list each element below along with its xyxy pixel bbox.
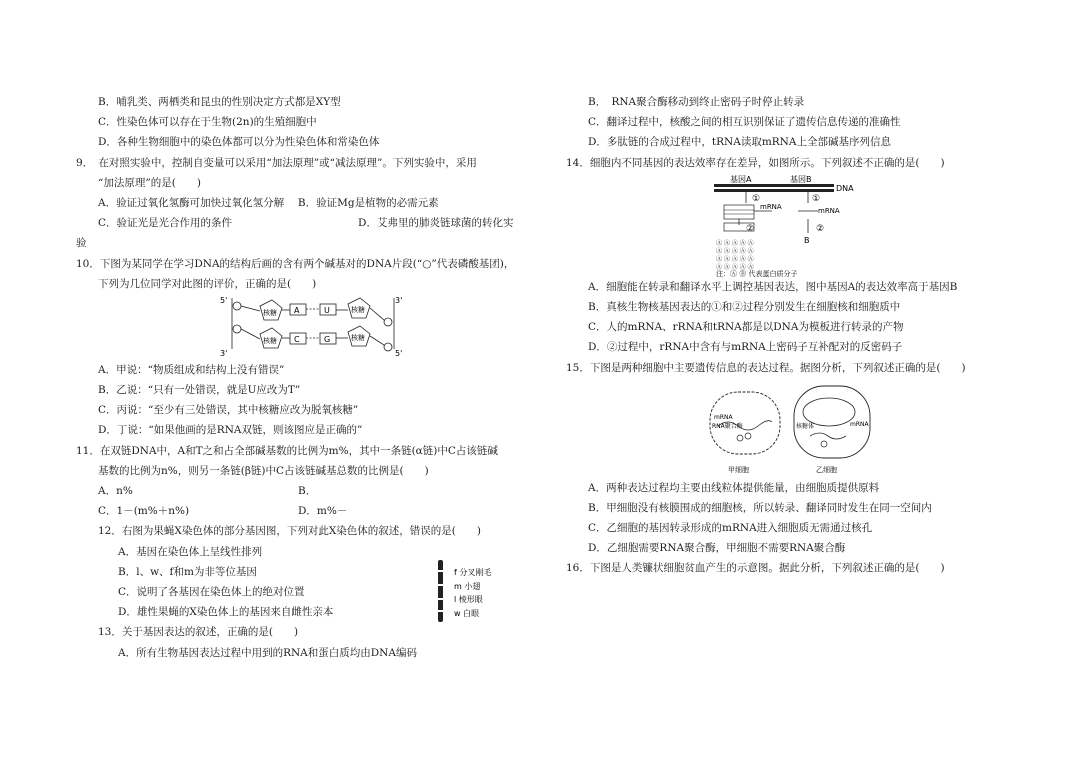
text-line-q9: 9． 在对照实验中，控制自变量可以采用“加法原理”或“减法原理”。下列实验中，采用 [76,156,477,169]
svg-text:Ⓐ Ⓐ Ⓐ Ⓐ Ⓐ: Ⓐ Ⓐ Ⓐ Ⓐ Ⓐ [716,255,754,263]
option-left: A．n% [98,485,133,497]
base-c: C [294,334,300,344]
label-3prime: 3' [395,295,403,305]
text-line-q14d: D．②过程中，rRNA中含有与mRNA上密码子互补配对的反密码子 [588,341,903,354]
svg-text:核糖: 核糖 [351,305,365,314]
text-line-q13c: C．翻译过程中，核酸之间的相互识别保证了遗传信息传递的准确性 [588,116,901,129]
text-line-q10c: C．丙说：“至少有三处错误，其中核糖应改为脱氧核糖” [98,404,359,417]
label-5prime: 5' [220,295,228,305]
option-left: C．1－(m%＋n%) [98,505,190,518]
text-line-q10b: 下列为几位同学对此图的评价，正确的是( ) [98,277,317,290]
chromosome-figure [434,558,534,628]
base-a: A [294,305,300,315]
text-line-q15: 15．下图是两种细胞中主要遗传信息的表达过程。据图分析，下列叙述正确的是( ) [566,361,966,374]
text-line-q13d: D．多肽链的合成过程中，tRNA读取mRNA上全部碱基序列信息 [588,136,891,149]
cells-figure [704,378,986,478]
text-line-q12d: D．雄性果蝇的X染色体上的基因来自雌性亲本 [118,606,334,619]
text-line-q11: 11．在双链DNA中，A和T之和占全部碱基数的比例为m%，其中一条链(α链)中C占该链碱 [76,444,498,457]
text-line-q8b: B．哺乳类、两栖类和昆虫的性别决定方式都是XY型 [98,96,341,108]
text-line-q11ab [76,481,536,501]
svg-text:mRNA: mRNA [714,413,733,421]
text-line-q12c: C．说明了各基因在染色体上的绝对位置 [118,585,305,598]
text-line-q14a: A．细胞能在转录和翻译水平上调控基因表达，图中基因A的表达效率高于基因B [588,280,958,293]
label-dna: DNA [836,183,854,193]
text-line-q14: 14．细胞内不同基因的表达效率存在差异，如图所示。下列叙述不正确的是( ) [566,156,945,169]
option-right: B． [298,485,317,497]
svg-text:核糖: 核糖 [263,336,277,345]
svg-text:RNA聚合酶: RNA聚合酶 [712,422,743,430]
text-line-q15a: A．两种表达过程均主要由线粒体提供能量，由细胞质提供原料 [588,481,880,494]
svg-text:②: ② [746,223,755,234]
label-gene-b: 基因B [790,174,812,184]
text-line-q10: 10．下图为某同学在学习DNA的结构后画的含有两个碱基对的DNA片段(“○”代表磷酸基团)， [76,257,515,270]
text-line-q14c: C．人的mRNA、rRNA和tRNA都是以DNA为模板进行转录的产物 [588,321,904,334]
text-line-q9cd2: 验 [76,237,87,250]
text-line-q12: 12．右图为果蝇X染色体的部分基因图，下列对此X染色体的叙述，错误的是( ) [98,525,482,538]
label-cell-a: 甲细胞 [728,465,749,474]
svg-text:mRNA: mRNA [760,202,782,211]
svg-text:②: ② [816,223,825,234]
text-line-q12b: B．l、w、f和m为非等位基因 [118,565,257,578]
base-g: G [324,334,331,344]
svg-text:mRNA: mRNA [850,420,869,428]
text-line-q11cd [76,501,536,521]
gene-expression-figure [712,173,986,277]
text-line-q8d: D．各种生物细胞中的染色体都可以分为性染色体和常染色体 [98,136,380,149]
text-line-q10d: D．丁说：“如果他画的是RNA双链，则该图应是正确的” [98,424,363,437]
gene-w: w 白眼 [454,609,480,618]
svg-text:①: ① [812,193,821,204]
text-line-q13: 13．关于基因表达的叙述，正确的是( ) [98,626,299,639]
label-5prime-b: 5' [395,348,403,358]
label-3prime-b: 3' [220,348,228,358]
svg-text:核糖体: 核糖体 [796,422,815,430]
text-line-q13b: B． RNA聚合酶移动到终止密码子时停止转录 [588,96,805,108]
svg-text:Ⓐ Ⓐ Ⓐ Ⓐ Ⓐ: Ⓐ Ⓐ Ⓐ Ⓐ Ⓐ [716,263,754,271]
figure-note: 注：Ⓐ Ⓑ 代表蛋白质分子 [716,269,798,277]
text-line-q10a: A．甲说：“物质组成和结构上没有错误” [98,363,285,376]
text-line-q10bb: B．乙说：“只有一处错误，就是U应改为T” [98,384,301,397]
svg-text:核糖: 核糖 [263,308,277,317]
text-line-q11b: 基数的比例为n%，则另一条链(β链)中C占该链碱基总数的比例是( ) [98,464,429,477]
base-u: U [324,305,330,315]
gene-f: f 分叉刚毛 [454,568,492,577]
gene-l: l 棱形眼 [454,595,483,604]
svg-text:mRNA: mRNA [818,206,840,215]
text-line-q15c: C．乙细胞的基因转录形成的mRNA进入细胞质无需通过核孔 [588,522,873,535]
label-cell-b: 乙细胞 [816,465,837,474]
text-line-q9cd: C．验证光是光合作用的条件 D．艾弗里的肺炎链球菌的转化实 [98,217,514,230]
svg-text:Ⓐ Ⓐ Ⓐ Ⓐ Ⓐ: Ⓐ Ⓐ Ⓐ Ⓐ Ⓐ [716,239,754,247]
protein-b: B [804,235,810,245]
svg-text:Ⓐ Ⓐ Ⓐ Ⓐ Ⓐ: Ⓐ Ⓐ Ⓐ Ⓐ Ⓐ [716,247,754,255]
svg-text:①: ① [752,193,761,204]
dna-figure [220,294,536,360]
svg-text:核糖: 核糖 [351,333,365,342]
option-right: D．m%－ [298,505,348,518]
text-line-q12a: A．基因在染色体上呈线性排列 [118,545,263,558]
text-line-q15b: B．甲细胞没有核膜围成的细胞核，所以转录、翻译同时发生在同一空间内 [588,501,932,514]
text-line-q13a: A．所有生物基因表达过程中用到的RNA和蛋白质均由DNA编码 [118,646,417,659]
text-line-q16: 16．下图是人类镰状细胞贫血产生的示意图。据此分析，下列叙述正确的是( ) [566,562,945,575]
text-line-q8c: C．性染色体可以存在于生物(2n)的生殖细胞中 [98,116,317,129]
right-column [566,92,986,579]
text-line-q15d: D．乙细胞需要RNA聚合酶，甲细胞不需要RNA聚合酶 [588,542,846,555]
label-gene-a: 基因A [730,174,752,184]
text-line-q9b: “加法原理”的是( ) [98,176,201,189]
gene-m: m 小翅 [454,582,481,591]
text-line-q14b: B．真核生物核基因表达的①和②过程分别发生在细胞核和细胞质中 [588,300,901,313]
text-line-q9ab: A．验证过氧化氢酶可加快过氧化氢分解 B．验证Mg是植物的必需元素 [98,196,439,209]
